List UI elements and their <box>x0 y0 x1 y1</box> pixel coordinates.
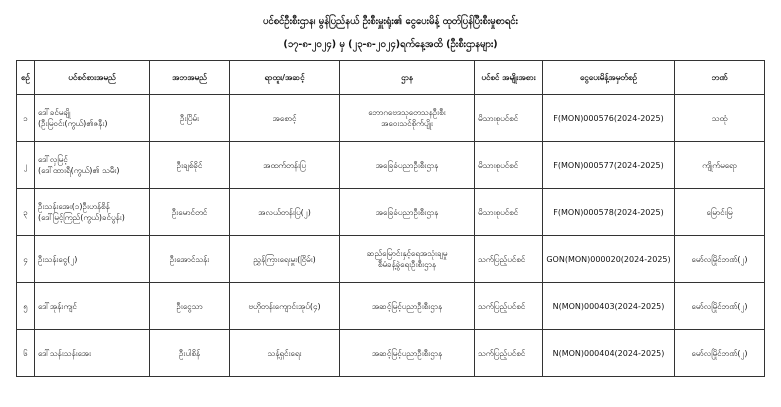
cell-rank: ဗဟိုတန်းကျောင်းအုပ်(၄) <box>230 283 340 330</box>
cell-name <box>35 189 150 236</box>
cell-type: မိသားစုပင်စင် <box>475 142 543 189</box>
table-row <box>17 95 765 142</box>
cell-dept-line: အဆင့်မြင့်ပညာဦးစီးဌာန <box>371 301 443 311</box>
cell-name-line: (ဒေါ်ထားရီ(ကွယ်)၏ သမီး) <box>38 166 120 175</box>
cell-dept <box>340 189 475 236</box>
cell-dept <box>340 283 475 330</box>
col-header-no: စဉ် <box>17 61 35 95</box>
cell-no: ၁ <box>17 95 35 142</box>
cell-name <box>35 142 150 189</box>
cell-order: GON(MON)000020(2024-2025) <box>543 236 675 283</box>
cell-bank: မြောင်းမြ <box>675 189 765 236</box>
cell-bank: ကျိုက်မရော <box>675 142 765 189</box>
col-header-bank: ဘဏ် <box>675 61 765 95</box>
col-header-father: အဘအမည် <box>150 61 230 95</box>
table-body <box>17 95 765 377</box>
table-row <box>17 189 765 236</box>
cell-rank: အလယ်တန်းပြ(၂) <box>230 189 340 236</box>
cell-type: သက်ပြည့်ပင်စင် <box>475 330 543 377</box>
cell-no: ၃ <box>17 189 35 236</box>
col-header-type: ပင်စင် အမျိုးအစား <box>475 61 543 95</box>
cell-dept <box>340 236 475 283</box>
cell-father: ဦးငွေသာ <box>150 283 230 330</box>
cell-name-line: ဦးသန်းအေး(၁)ဦးဟန်စိန် <box>38 202 110 211</box>
cell-name <box>35 330 150 377</box>
cell-father: ဦးပါစိန် <box>150 330 230 377</box>
cell-name <box>35 236 150 283</box>
cell-dept <box>340 142 475 189</box>
cell-no: ၅ <box>17 283 35 330</box>
cell-order: N(MON)000403(2024-2025) <box>543 283 675 330</box>
cell-name-line: (ဒေါ်မြင့်ကြည်(ကွယ်)ခင်ပွန်း) <box>38 213 125 222</box>
cell-dept-line: အခြေခံပညာဦးစီးဌာန <box>375 207 439 217</box>
cell-rank: ညွှန်ကြားရေးမှူး(ငြိမ်း) <box>230 236 340 283</box>
cell-father: ဦးအောင်သန်း <box>150 236 230 283</box>
cell-name <box>35 283 150 330</box>
page-title: ပင်စင်ဦးစီးဌာန၊ မွန်ပြည်နယ် ဦးစီးမှူးရုံး၏ ငွေပေးမိန့် ထုတ်ပြန်ပြီးစီးမှုစာရင်း <box>263 16 518 27</box>
cell-order: N(MON)000404(2024-2025) <box>543 330 675 377</box>
cell-name-line: ဒေါ်လှမြင့် <box>38 155 68 164</box>
cell-order: F(MON)000576(2024-2025) <box>543 95 675 142</box>
cell-dept-line: အဆင့်မြင့်ပညာဦးစီးဌာန <box>371 348 443 358</box>
cell-father: ဦးမောင်တင် <box>150 189 230 236</box>
cell-dept-line: အဝေးသင်စိုက်ပျိုး <box>381 119 433 128</box>
cell-name-line: ဦးသန်းငွေ(၂) <box>38 254 78 264</box>
cell-dept-line: ဘောဂဗေဒသုတေသနဦးစီး <box>368 108 446 117</box>
cell-type: မိသားစုပင်စင် <box>475 95 543 142</box>
cell-bank: မော်လမြိုင်ဘဏ်(၂) <box>675 283 765 330</box>
cell-no: ၄ <box>17 236 35 283</box>
cell-dept-line: စီမံခန့်ခွဲရေးဦးစီးဌာန <box>377 260 437 269</box>
cell-type: သက်ပြည့်ပင်စင် <box>475 236 543 283</box>
col-header-order: ငွေပေးမိန့်အမှတ်စဉ် <box>543 61 675 95</box>
col-header-rank: ရာထူး/အဆင့် <box>230 61 340 95</box>
cell-name-line: ဒေါ်သန်းသန်းအေး <box>38 348 92 358</box>
cell-dept-line: အခြေခံပညာဦးစီးဌာန <box>375 160 439 170</box>
cell-father: ဦးပြိမ်း <box>150 95 230 142</box>
cell-name-line: (ဦးမြဝင်း(ကွယ်)၏ဇနီး) <box>38 119 108 128</box>
cell-dept-line: ဆည်မြောင်းနှင့်ရေအသုံးချမှု <box>366 249 448 258</box>
cell-dept <box>340 330 475 377</box>
cell-name-line: ဒေါ်ခင်မချို <box>38 108 71 117</box>
cell-rank: သန့်ရှင်းရေး <box>230 330 340 377</box>
cell-dept <box>340 95 475 142</box>
cell-name-line: ဒေါ်အုန်းကျင် <box>38 301 77 311</box>
pension-table <box>16 60 765 377</box>
table-header-row <box>17 61 765 95</box>
cell-bank: သထုံ <box>675 95 765 142</box>
page-subtitle: (၁၇-၈-၂၀၂၄) မှ (၂၃-၈-၂၀၂၄)ရက်နေ့အထိ (ဦးစီးဌာနများ) <box>283 39 498 50</box>
cell-order: F(MON)000577(2024-2025) <box>543 142 675 189</box>
cell-no: ၂ <box>17 142 35 189</box>
cell-father: ဦးချစ်ခိုင် <box>150 142 230 189</box>
cell-rank: အထက်တန်းပြ <box>230 142 340 189</box>
cell-rank: အစောင့် <box>230 95 340 142</box>
table-row <box>17 283 765 330</box>
cell-name <box>35 95 150 142</box>
table-row <box>17 142 765 189</box>
cell-type: သက်ပြည့်ပင်စင် <box>475 283 543 330</box>
cell-bank: မော်လမြိုင်ဘဏ်(၂) <box>675 236 765 283</box>
cell-no: ၆ <box>17 330 35 377</box>
cell-bank: မော်လမြိုင်ဘဏ်(၂) <box>675 330 765 377</box>
cell-order: F(MON)000578(2024-2025) <box>543 189 675 236</box>
col-header-dept: ဌာန <box>340 61 475 95</box>
table-row <box>17 330 765 377</box>
table-row <box>17 236 765 283</box>
col-header-name: ပင်စင်စားအမည် <box>35 61 150 95</box>
cell-type: မိသားစုပင်စင် <box>475 189 543 236</box>
